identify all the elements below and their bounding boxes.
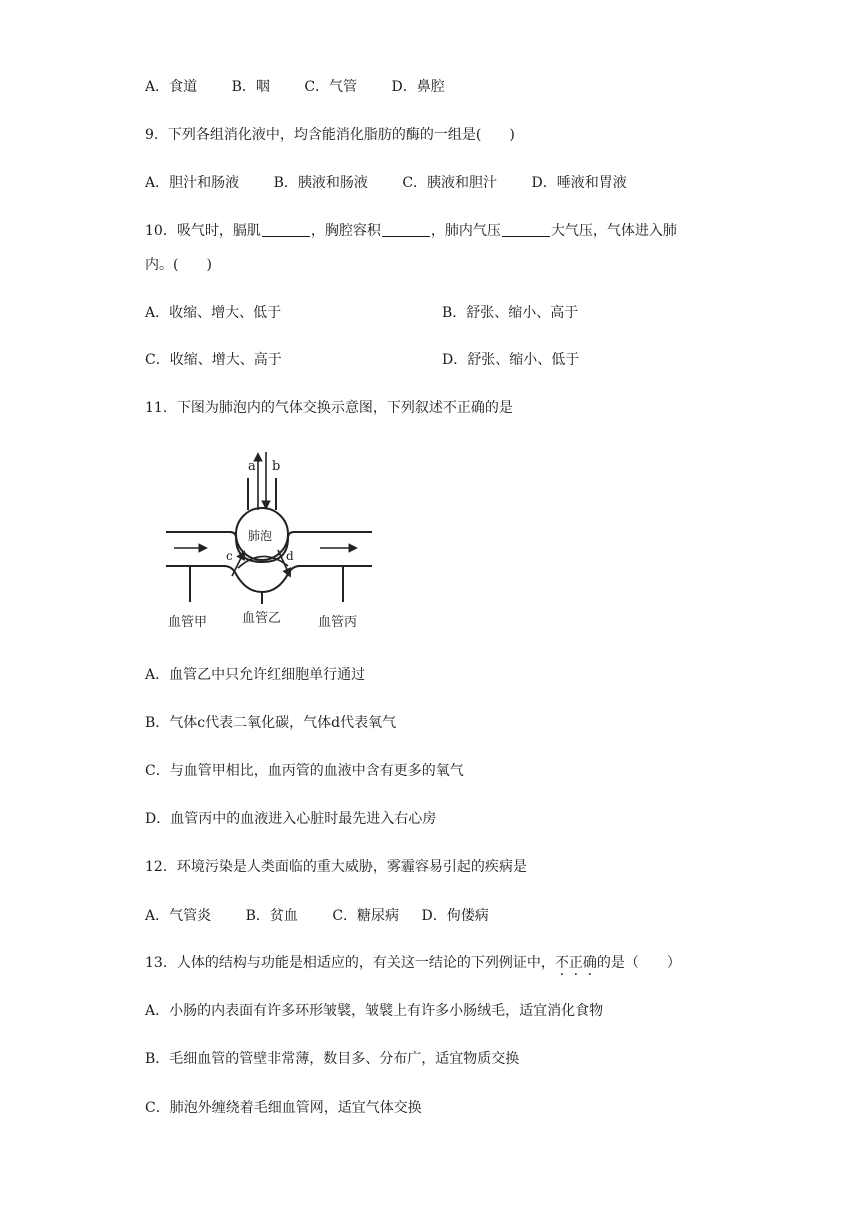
q12-option-b: B．贫血 (245, 908, 298, 924)
q10-option-c: C．收缩、增大、高于 (145, 352, 282, 368)
q13-stem (145, 953, 681, 973)
q10-blank-1 (262, 222, 310, 237)
q8-option-c: C．气管 (304, 79, 358, 95)
q8-options (145, 77, 445, 97)
q11-stem: 11．下图为肺泡内的气体交换示意图，下列叙述不正确的是 (145, 400, 513, 416)
q10-option-a: A．收缩、增大、低于 (145, 305, 282, 321)
q12-option-d: D．佝偻病 (421, 908, 489, 924)
label-b: b (272, 459, 281, 474)
vessel-lower-wall (166, 566, 372, 592)
q13-emphasis-3: 确 (582, 955, 597, 971)
q9-stem: 9．下列各组消化液中，均含能消化脂肪的酶的一组是( ) (145, 127, 515, 143)
q13-emphasis-2: 正 (568, 955, 583, 971)
label-d: d (286, 549, 294, 563)
label-vessel-jia: 血管甲 (168, 615, 208, 630)
q13-option-a: A．小肠的内表面有许多环形皱襞，皱襞上有许多小肠绒毛，适宜消化食物 (145, 1003, 604, 1019)
q10-option-b: B．舒张、缩小、高于 (442, 305, 579, 321)
alveolus-gas-exchange-figure (160, 448, 380, 638)
q13-option-b: B．毛细血管的管壁非常薄，数目多、分布广，适宜物质交换 (145, 1051, 520, 1067)
q9-option-a: A．胆汁和肠液 (145, 175, 240, 191)
q13-emphasis-1: 不 (554, 955, 569, 971)
q13-option-c: C．肺泡外缠绕着毛细血管网，适宜气体交换 (145, 1100, 422, 1116)
label-alveolus: 肺泡 (248, 529, 273, 543)
q11-option-b: B．气体c代表二氧化碳，气体d代表氧气 (145, 715, 397, 731)
q9-option-b: B．胰液和肠液 (273, 175, 368, 191)
q10-blank-3 (502, 222, 550, 237)
q10-stem-part3: ，肺内气压 (430, 223, 501, 239)
q13-stem-after: 的是（ ） (596, 955, 681, 971)
q12-options (145, 906, 489, 926)
label-c: c (226, 549, 233, 563)
q11-option-a: A．血管乙中只允许红细胞单行通过 (145, 667, 366, 683)
q12-stem: 12．环境污染是人类面临的重大威胁，雾霾容易引起的疾病是 (145, 859, 527, 875)
q10-stem-line2: 内。( ) (145, 257, 212, 273)
q10-option-d: D．舒张、缩小、低于 (442, 352, 580, 368)
q11-option-d: D．血管丙中的血液进入心脏时最先进入右心房 (145, 811, 437, 827)
q10-stem (145, 221, 677, 241)
q10-blank-2 (382, 222, 430, 237)
label-a: a (248, 459, 256, 474)
q9-option-d: D．唾液和胃液 (531, 175, 627, 191)
q11-option-c: C．与血管甲相比，血丙管的血液中含有更多的氧气 (145, 763, 464, 779)
q9-option-c: C．胰液和胆汁 (402, 175, 498, 191)
q13-stem-before: 13．人体的结构与功能是相适应的，有关这一结论的下列例证中， (145, 955, 555, 971)
q10-stem-part1: 10．吸气时，膈肌 (145, 223, 261, 239)
label-vessel-bing: 血管丙 (318, 615, 358, 630)
label-vessel-yi: 血管乙 (242, 611, 282, 626)
q10-stem-part4: 大气压，气体进入肺 (550, 223, 677, 239)
q8-option-a: A．食道 (145, 79, 198, 95)
q8-option-b: B．咽 (231, 79, 270, 95)
q9-options (145, 173, 627, 193)
q10-stem-part2: ，胸腔容积 (310, 223, 381, 239)
q12-option-a: A．气管炎 (145, 908, 212, 924)
q12-option-c: C．糖尿病 (332, 908, 400, 924)
q8-option-d: D．鼻腔 (391, 79, 445, 95)
